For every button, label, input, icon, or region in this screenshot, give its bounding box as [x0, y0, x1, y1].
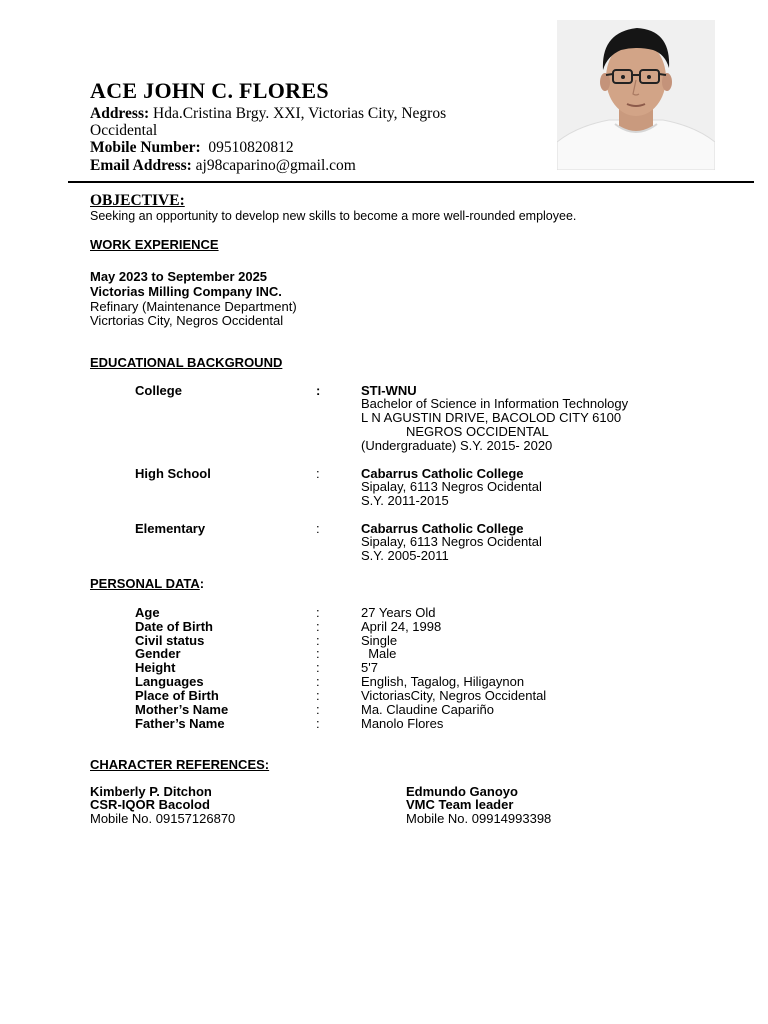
- elementary-years: S.Y. 2005-2011: [361, 548, 449, 563]
- education-title: EDUCATIONAL BACKGROUND: [90, 355, 283, 370]
- personal-colon: :: [316, 702, 320, 717]
- header-divider: [68, 181, 754, 183]
- highschool-address: Sipalay, 6113 Negros Ocidental: [361, 479, 542, 494]
- personal-data-title: PERSONAL DATA: [90, 576, 200, 591]
- elementary-colon: :: [316, 521, 320, 536]
- personal-label: Gender: [135, 646, 181, 661]
- personal-label: Date of Birth: [135, 619, 213, 634]
- elementary-address: Sipalay, 6113 Negros Ocidental: [361, 534, 542, 549]
- elementary-label: Elementary: [135, 521, 206, 536]
- personal-label: Place of Birth: [135, 688, 219, 703]
- highschool-label: High School: [135, 466, 211, 481]
- college-years: (Undergraduate) S.Y. 2015- 2020: [361, 438, 553, 453]
- reference-name: Kimberly P. Ditchon: [90, 784, 212, 799]
- address-value: Hda.Cristina Brgy. XXI, Victorias City, Negros: [153, 105, 447, 122]
- personal-data-title-colon: :: [199, 576, 205, 591]
- personal-value: VictoriasCity, Negros Occidental: [361, 688, 547, 703]
- personal-label: Age: [135, 605, 160, 620]
- college-colon: :: [316, 383, 321, 398]
- personal-value: 5'7: [361, 660, 378, 675]
- reference-mobile: Mobile No. 09914993398: [406, 811, 552, 826]
- personal-colon: :: [316, 688, 320, 703]
- work-company: Victorias Milling Company INC.: [90, 284, 282, 299]
- reference-name: Edmundo Ganoyo: [406, 784, 518, 799]
- personal-value: Ma. Claudine Capariño: [361, 702, 494, 717]
- personal-label: Height: [135, 660, 176, 675]
- objective-title: OBJECTIVE:: [90, 192, 185, 209]
- college-province: NEGROS OCCIDENTAL: [406, 424, 549, 439]
- email-label: Email Address:: [90, 157, 192, 174]
- college-address: L N AGUSTIN DRIVE, BACOLOD CITY 6100: [361, 410, 622, 425]
- mobile-line: [90, 139, 294, 157]
- email-line: [90, 157, 356, 175]
- highschool-years: S.Y. 2011-2015: [361, 493, 449, 508]
- personal-colon: :: [316, 619, 320, 634]
- reference-org: CSR-IQOR Bacolod: [90, 797, 210, 812]
- personal-data-heading: [90, 576, 204, 591]
- work-experience-title: WORK EXPERIENCE: [90, 237, 219, 252]
- college-label: College: [135, 383, 182, 398]
- work-location: Vicrtorias City, Negros Occidental: [90, 313, 284, 328]
- applicant-name: ACE JOHN C. FLORES: [90, 78, 329, 103]
- personal-value: English, Tagalog, Hiligaynon: [361, 674, 525, 689]
- college-degree: Bachelor of Science in Information Technology: [361, 396, 629, 411]
- personal-colon: :: [316, 605, 320, 620]
- personal-label: Mother’s Name: [135, 702, 229, 717]
- references-title: CHARACTER REFERENCES:: [90, 757, 270, 772]
- college-school: STI-WNU: [361, 383, 417, 398]
- address-label: Address:: [90, 105, 150, 122]
- highschool-school: Cabarrus Catholic College: [361, 466, 524, 481]
- email-value: aj98caparino@gmail.com: [195, 157, 356, 174]
- reference-mobile: Mobile No. 09157126870: [90, 811, 236, 826]
- objective-text: Seeking an opportunity to develop new skills to become a more well-rounded employee.: [90, 209, 577, 223]
- highschool-colon: :: [316, 466, 320, 481]
- personal-colon: :: [316, 646, 320, 661]
- reference-org: VMC Team leader: [406, 797, 514, 812]
- personal-colon: :: [316, 716, 320, 731]
- elementary-school: Cabarrus Catholic College: [361, 521, 524, 536]
- profile-photo: [557, 20, 715, 170]
- personal-label: Civil status: [135, 633, 205, 648]
- personal-colon: :: [316, 660, 320, 675]
- personal-colon: :: [316, 633, 320, 648]
- work-period: May 2023 to September 2025: [90, 269, 268, 284]
- personal-value: Single: [361, 633, 398, 648]
- personal-value: 27 Years Old: [361, 605, 436, 620]
- personal-value: April 24, 1998: [361, 619, 442, 634]
- personal-label: Languages: [135, 674, 204, 689]
- work-department: Refinary (Maintenance Department): [90, 299, 297, 314]
- mobile-value: 09510820812: [208, 139, 294, 156]
- personal-value: Male: [361, 646, 397, 661]
- personal-label: Father’s Name: [135, 716, 225, 731]
- mobile-label: Mobile Number:: [90, 139, 201, 156]
- address-line: [90, 105, 446, 123]
- personal-colon: :: [316, 674, 320, 689]
- address-line-2: Occidental: [90, 122, 158, 139]
- personal-value: Manolo Flores: [361, 716, 444, 731]
